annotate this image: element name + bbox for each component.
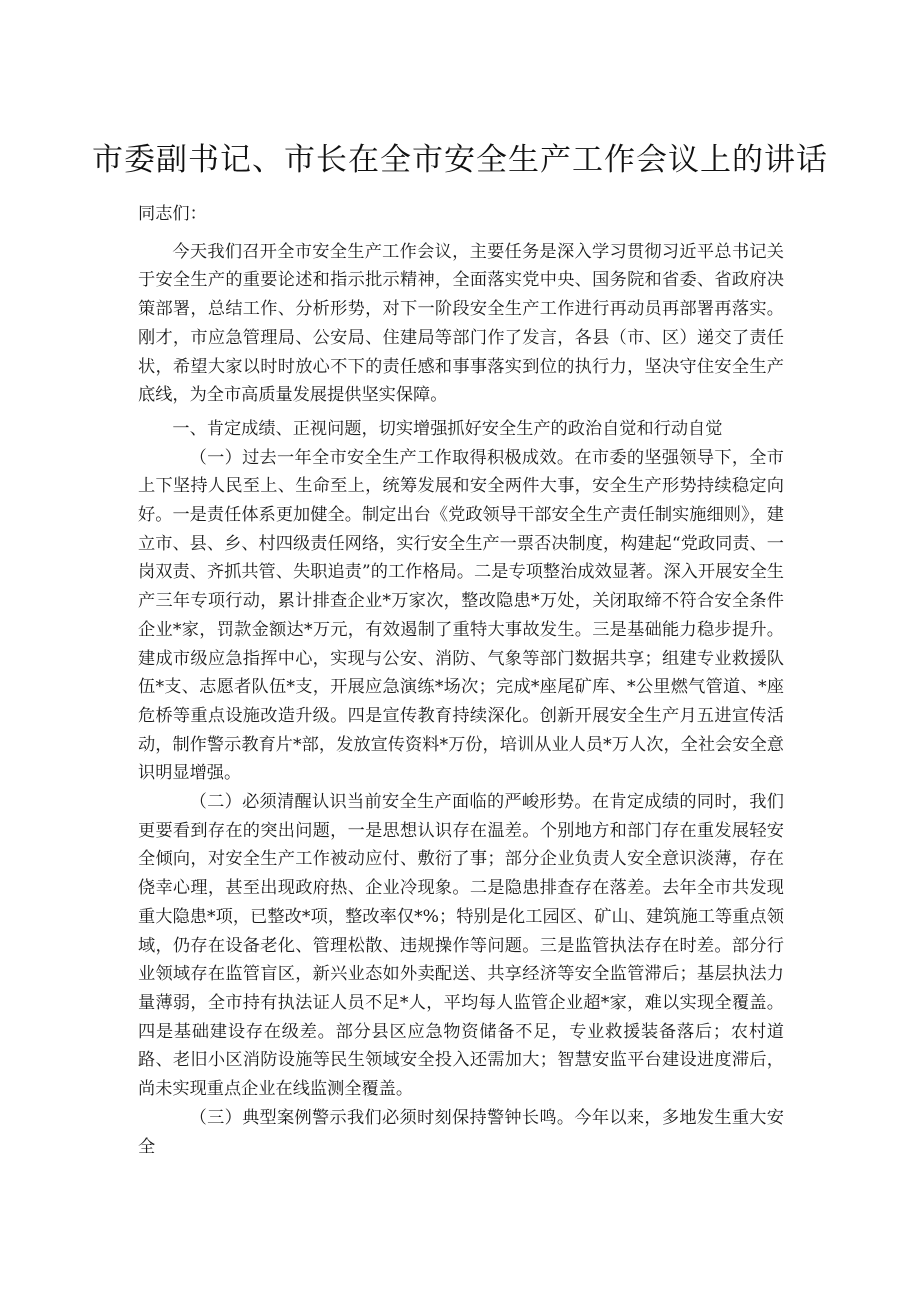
section-heading-1: 一、肯定成绩、正视问题，切实增强抓好安全生产的政治自觉和行动自觉 (172, 418, 723, 439)
paragraph-subsection-1: （一）过去一年全市安全生产工作取得积极成效。在市委的坚强领导下，全市上下坚持人民至上、生命至上，统筹发展和安全两件大事，安全生产形势持续稳定向好。一是责任体系更加健全。制定出台《党政领导干部安全生产责任制实施细则》，建立市、县、乡、村四级责任网络，实行安全生产一票否决制度，构建起“党政同责、一岗双责、齐抓共管、失职追责”的工作格局。二是专项整治成效显著。深入开展安全生产三年专项行动，累计排查企业*万家次，整改隐患*万处，关闭取缔不符合安全条件企业*家，罚款金额达*万元，有效遏制了重特大事故发生。三是基础能力稳步提升。建成市级应急指挥中心，实现与公安、消防、气象等部门数据共享；组建专业救援队伍*支、志愿者队伍*支，开展应急演练*场次；完成*座尾矿库、*公里燃气管道、*座危桥等重点设施改造升级。四是宣传教育持续深化。创新开展安全生产月五进宣传活动，制作警示教育片*部，发放宣传资料*万份，培训从业人员*万人次，全社会安全意识明显增强。 (138, 447, 784, 784)
document-title: 市委副书记、市长在全市安全生产工作会议上的讲话 (92, 142, 828, 178)
document-body (138, 200, 784, 1161)
paragraph-subsection-2: （二）必须清醒认识当前安全生产面临的严峻形势。在肯定成绩的同时，我们更要看到存在的突出问题，一是思想认识存在温差。个别地方和部门存在重发展轻安全倾向，对安全生产工作被动应付、敷衍了事；部分企业负责人安全意识淡薄，存在侥幸心理，甚至出现政府热、企业冷现象。二是隐患排查存在落差。去年全市共发现重大隐患*项，已整改*项，整改率仅*%；特别是化工园区、矿山、建筑施工等重点领域，仍存在设备老化、管理松散、违规操作等问题。三是监管执法存在时差。部分行业领域存在监管盲区，新兴业态如外卖配送、共享经济等安全监管滞后；基层执法力量薄弱，全市持有执法证人员不足*人，平均每人监管企业超*家，难以实现全覆盖。四是基础建设存在级差。部分县区应急物资储备不足，专业救援装备落后；农村道路、老旧小区消防设施等民生领域安全投入还需加大；智慧安监平台建设进度滞后，尚未实现重点企业在线监测全覆盖。 (138, 792, 784, 1100)
paragraph-intro: 今天我们召开全市安全生产工作会议，主要任务是深入学习贯彻习近平总书记关于安全生产的重要论述和指示批示精神，全面落实党中央、国务院和省委、省政府决策部署，总结工作、分析形势，对下一阶段安全生产工作进行再动员再部署再落实。刚才，市应急管理局、公安局、住建局等部门作了发言，各县（市、区）递交了责任状，希望大家以时时放心不下的责任感和事事落实到位的执行力，坚决守住安全生产底线，为全市高质量发展提供坚实保障。 (138, 241, 784, 406)
paragraph-subsection-3: （三）典型案例警示我们必须时刻保持警钟长鸣。今年以来，多地发生重大安全 (138, 1107, 784, 1157)
salutation: 同志们： (138, 204, 207, 224)
